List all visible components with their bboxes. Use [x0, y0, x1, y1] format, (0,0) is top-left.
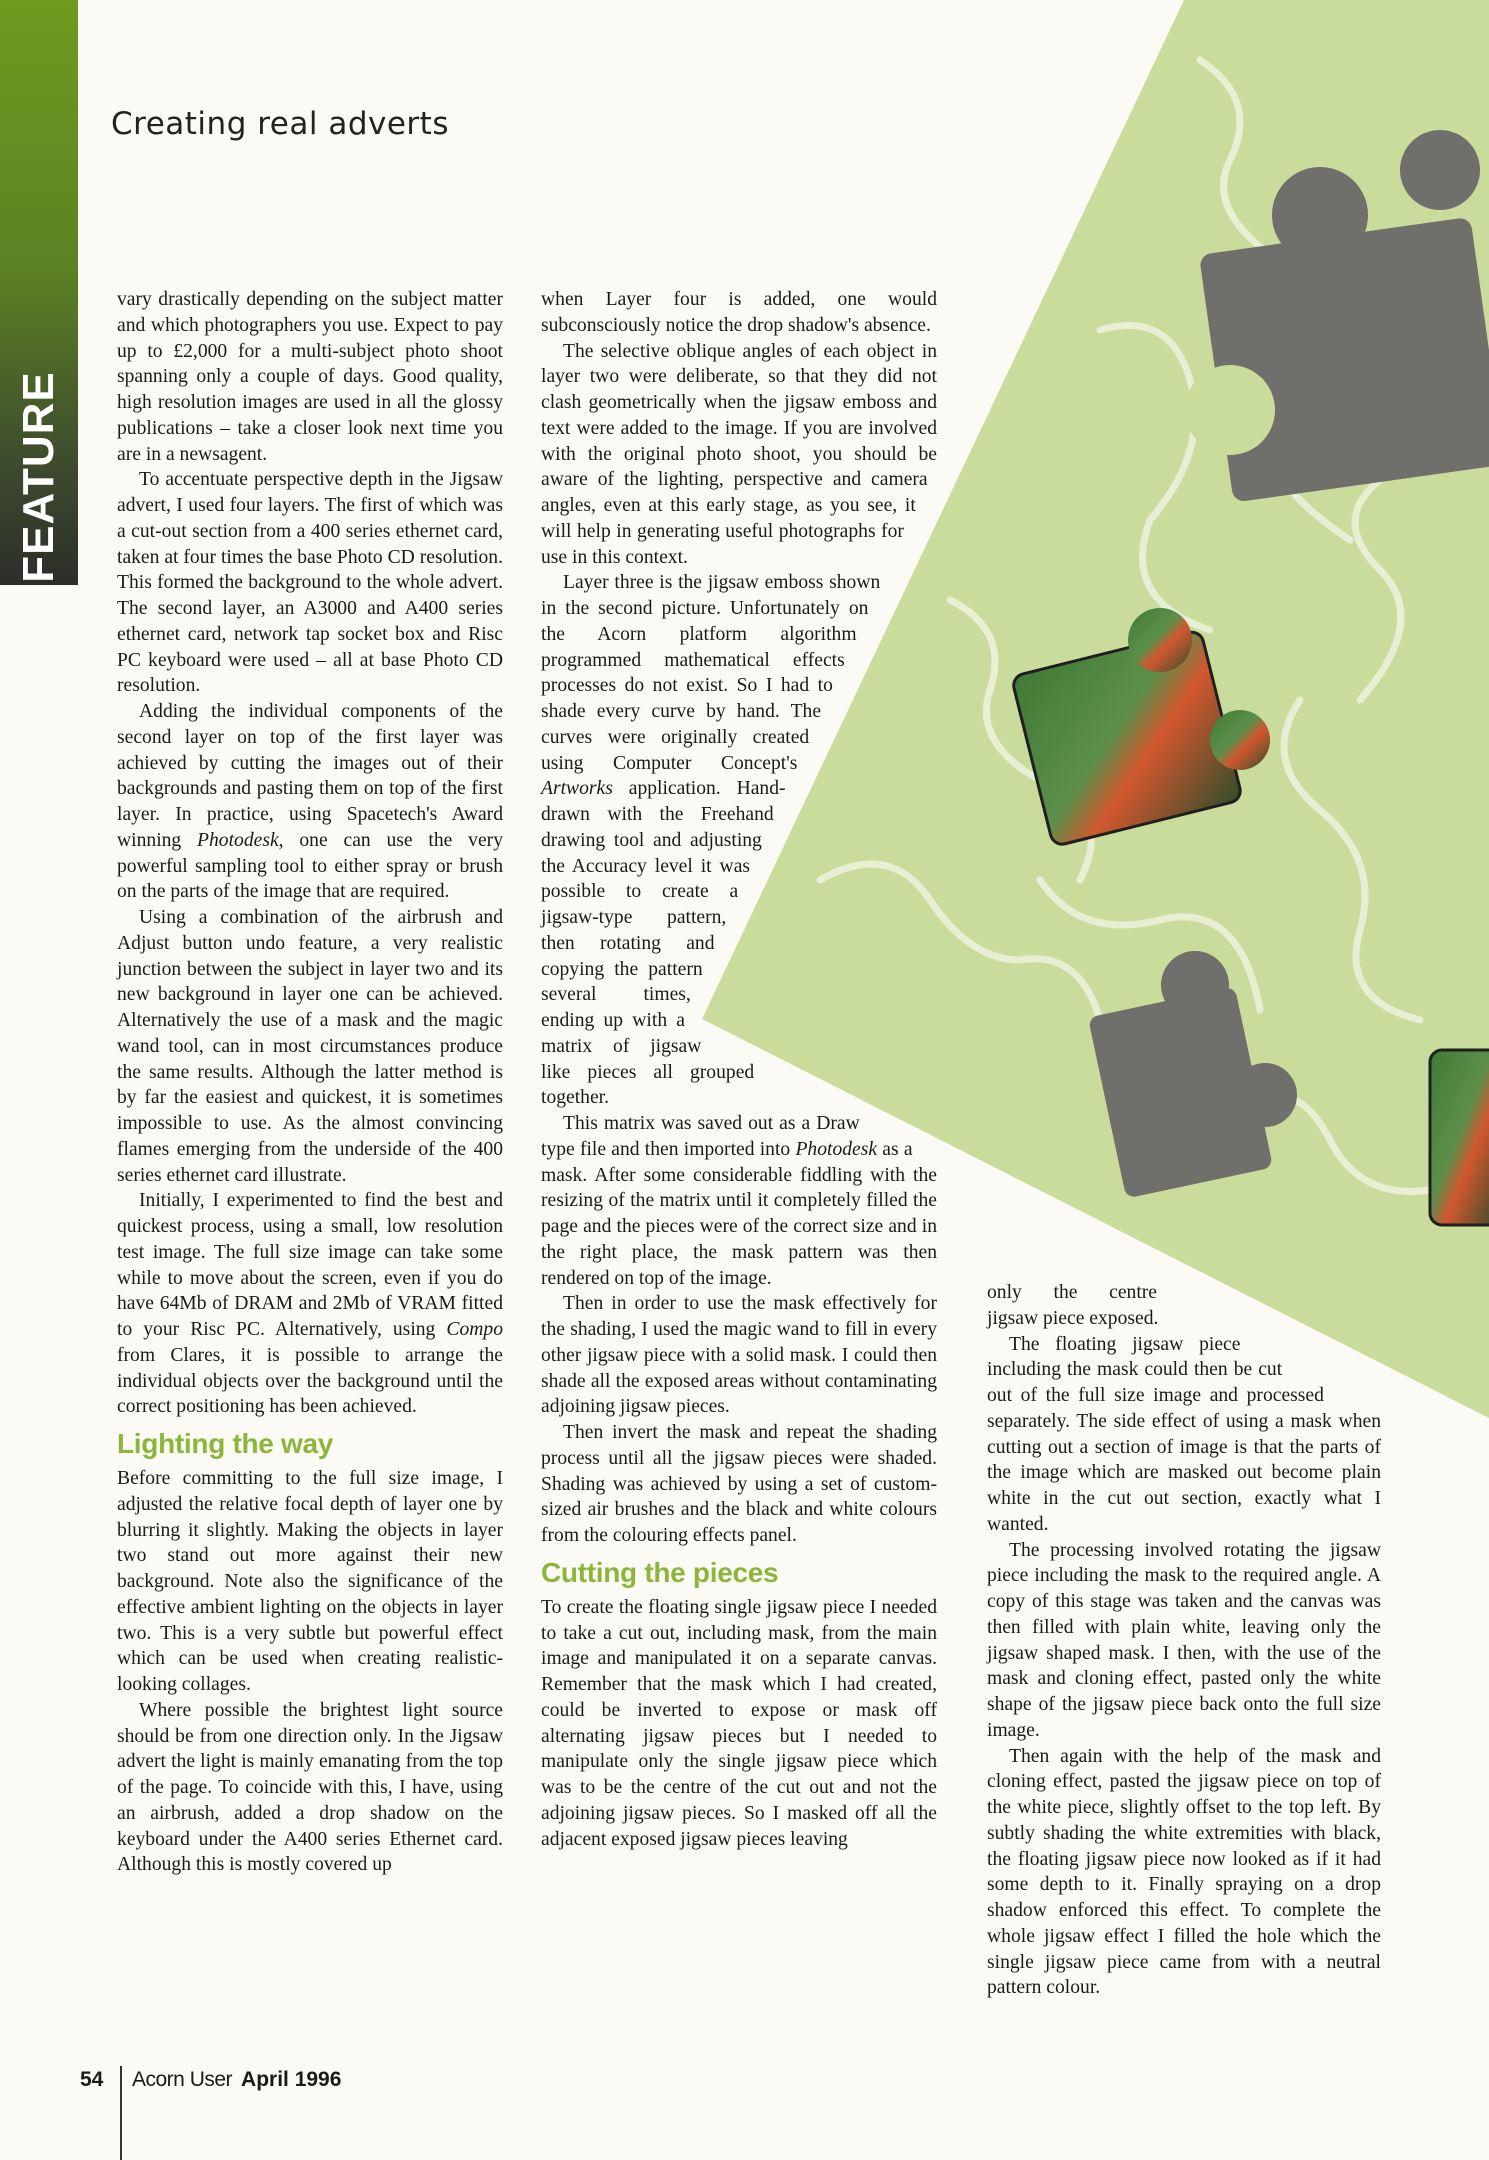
article-column-3: [987, 1280, 1381, 2001]
article-column-2: [541, 287, 937, 1852]
paragraph: To create the floating single jigsaw piece I needed to take a cut out, including mask, from the main image and manipulated it on a separate canvas. Remember that the mask which I had created, could be inverted to expose or mask off alternating jigsaw pieces but I needed to manipulate only the single jigsaw piece which was to be the centre of the cut out and not the adjoining jigsaw pieces. So I masked off all the adjacent exposed jigsaw pieces leaving: [541, 1596, 937, 1850]
paragraph: [117, 699, 503, 905]
paragraph: vary drastically depending on the subject matter and which photographers you use. Expect to pay up to £2,000 for a multi-subject photo shoot spanning only a couple of days. Good quality, high resolution images are used in all the glossy publications – take a closer look next time you are in a newsagent.: [117, 289, 503, 465]
article-title: Creating real adverts: [111, 106, 449, 142]
publication-name: Acorn User: [132, 2068, 233, 2091]
article-column-1: [117, 287, 503, 1878]
issue-date: April 1996: [241, 2068, 342, 2091]
product-name: Artworks: [541, 778, 613, 800]
paragraph: Then invert the mask and repeat the shading process until all the jigsaw pieces were shaded. Shading was achieved by using a set of custom-sized air brushes and the black and white colours from the colouring effects panel.: [541, 1422, 937, 1546]
paragraph: Then again with the help of the mask and cloning effect, pasted the jigsaw piece on top of the white piece, slightly offset to the top left. By subtly shading the white extremities with black, the floating jigsaw piece now looked as if it had some depth to it. Finally spraying on a drop shadow enforced this effect. To complete the whole jigsaw effect I filled the hole which the single jigsaw piece came from with a neutral pattern colour.: [987, 1745, 1381, 1999]
page-number: 54: [80, 2068, 104, 2091]
product-name: Photodesk: [795, 1138, 878, 1160]
paragraph: The floating jigsaw piece including the mask could then be cut out of the full size image and processed separately. The side effect of using a mask when cutting out a section of image is that the parts of the image which are masked out become plain white in the cut out section, exactly what I wanted.: [987, 1333, 1381, 1535]
product-name: Compo: [446, 1319, 503, 1340]
paragraph: The processing involved rotating the jigsaw piece including the mask to the required angle. A copy of this stage was taken and the canvas was then filled with plain white, leaving only the jigsaw shaped mask. I then, with the use of the mask and cloning effect, pasted only the white shape of the jigsaw piece back onto the full size image.: [987, 1539, 1381, 1741]
paragraph: Using a combination of the airbrush and Adjust button undo feature, a very realistic junction between the subject in layer two and its new background in layer one can be achieved. Alternatively the use of a mask and the magic wand tool, can in most circumstances produce the same results. Although the latter method is by far the easiest and quickest, it is sometimes impossible to use. As the almost convincing flames emerging from the underside of the 400 series ethernet card illustrate.: [117, 907, 503, 1186]
text: as a mask. After some considerable fiddling with the resizing of the matrix until it completely filled the page and the pieces were of the correct size and in the right place, the mask pattern was then rendered on top of the image.: [541, 1138, 937, 1289]
paragraph: [117, 1188, 503, 1420]
paragraph: only the centre jigsaw piece exposed.: [987, 1282, 1159, 1329]
text: application. Hand-drawn with the Freehand drawing tool and adjusting the Accuracy level it was possible to create a jigsaw-type pattern, then rotating and copying the pattern several times, ending up with a matrix of jigsaw like pieces all grouped together.: [541, 778, 786, 1109]
text: Initially, I experimented to find the best and quickest process, using a small, low resolution test image. The full size image can take some while to move about the screen, even if you do have 64Mb of DRAM and 2Mb of VRAM fitted to your Risc PC. Alternatively, using: [117, 1190, 503, 1340]
text: , one can use the very powerful sampling tool to either spray or brush on the parts of the image that are required.: [117, 829, 503, 903]
text: This matrix was saved out as a Draw type file and then imported into: [541, 1113, 860, 1160]
paragraph: The selective oblique angles of each object in layer two were deliberate, so that they did not clash geometrically when the jigsaw emboss and text were added to the image. If you are involved with the original photo shoot, you should be aware of the lighting, perspective and camera angles, even at this early stage, as you see, it will help in generating useful photographs for use in this context.: [541, 340, 937, 568]
page-footer: [80, 2068, 341, 2092]
photo-jigsaw-piece-fragment: [1430, 1050, 1489, 1225]
text: from Clares, it is possible to arrange the individual objects over the background until the correct positioning has been achieved.: [117, 1344, 503, 1418]
paragraph: [541, 1111, 937, 1291]
section-tab: [0, 0, 78, 585]
subheading: Lighting the way: [117, 1428, 334, 1459]
paragraph: when Layer four is added, one would subconsciously notice the drop shadow's absence.: [541, 289, 937, 336]
paragraph: To accentuate perspective depth in the Jigsaw advert, I used four layers. The first of which was a cut-out section from a 400 series ethernet card, taken at four times the base Photo CD resolution. This formed the background to the whole advert. The second layer, an A3000 and A400 series ethernet card, network tap socket box and Risc PC keyboard were used – all at base Photo CD resolution.: [117, 469, 503, 697]
paragraph: Before committing to the full size image, I adjusted the relative focal depth of layer one by blurring it slightly. Making the objects in layer two stand out more against their new background. Note also the significance of the effective ambient lighting on the objects in layer two. This is a very subtle but powerful effect which can be used when creating realistic-looking collages.: [117, 1468, 503, 1695]
section-tab-label: FEATURE: [14, 371, 63, 583]
paragraph: Where possible the brightest light source should be from one direction only. In the Jigsaw advert the light is mainly emanating from the top of the page. To coincide with this, I have, using an airbrush, added a drop shadow on the keyboard under the A400 series Ethernet card. Although this is mostly covered up: [117, 1699, 503, 1876]
paragraph: Then in order to use the mask effectively for the shading, I used the magic wand to fill in every other jigsaw piece with a solid mask. I could then shade all the exposed areas without contaminating adjoining jigsaw pieces.: [541, 1293, 937, 1418]
text: Adding the individual components of the second layer on top of the first layer was achieved by cutting the images out of their backgrounds and pasting them on top of the first layer. In practice, using Spacetech's Award winning: [117, 701, 503, 851]
subheading: Cutting the pieces: [541, 1556, 779, 1588]
product-name: Photodesk: [197, 829, 279, 851]
text: Layer three is the jigsaw emboss shown in the second picture. Unfortunately on the Acorn platform algorithm programmed mathematical effects processes do not exist. So I had to shade every curve by hand. The curves were originally created using Computer Concept's: [541, 572, 881, 774]
